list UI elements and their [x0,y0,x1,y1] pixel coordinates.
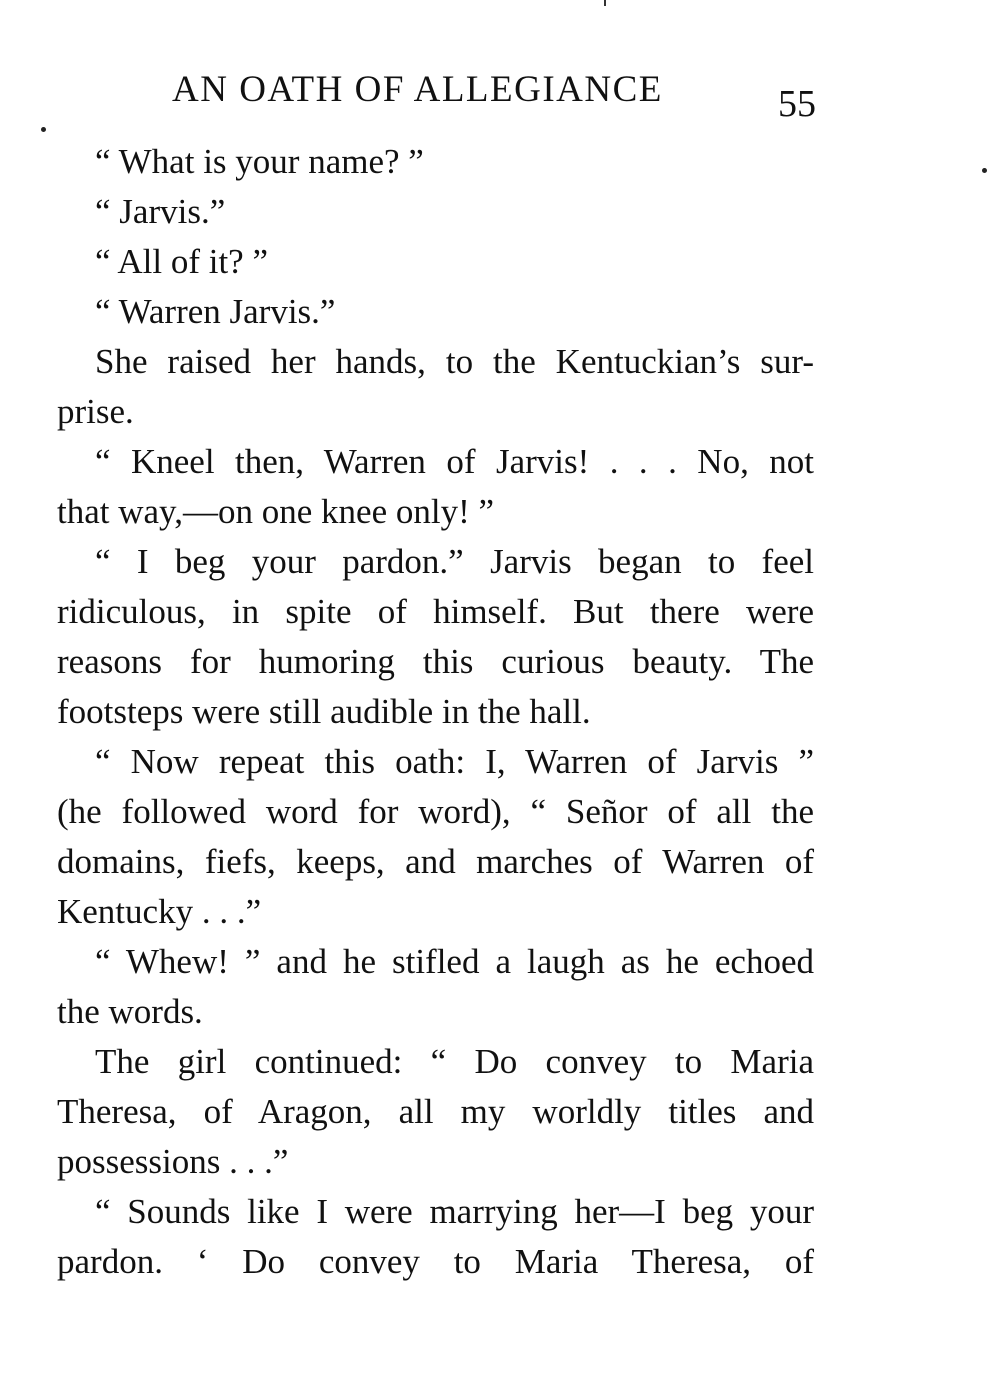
text-line: (he followed word for word), “ Señor of all the [57,792,814,831]
running-title: AN OATH OF ALLEGIANCE [172,69,663,110]
text-line: domains, fiefs, keeps, and marches of Warren of [57,842,814,881]
text-line: “ Whew! ” and he stifled a laugh as he echoed [95,942,814,981]
text-line: “ Jarvis.” [95,192,226,231]
text-line: “ Warren Jarvis.” [95,292,336,331]
text-line: “ Kneel then, Warren of Jarvis! . . . No, not [95,442,814,481]
text-line: “ Sounds like I were marrying her—I beg your [95,1192,814,1231]
text-line: She raised her hands, to the Kentuckian’s sur- [95,342,814,381]
text-line: “ All of it? ” [95,242,269,281]
text-line: Kentucky . . .” [57,892,262,931]
text-line: possessions . . .” [57,1142,289,1181]
scan-speck [982,168,987,173]
text-line: ridiculous, in spite of himself. But there were [57,592,814,631]
text-line: reasons for humoring this curious beauty. The [57,642,814,681]
text-line: Theresa, of Aragon, all my worldly titles and [57,1092,814,1131]
text-line: prise. [57,392,134,431]
text-line: “ I beg your pardon.” Jarvis began to feel [95,542,814,581]
text-line: The girl continued: “ Do convey to Maria [95,1042,814,1081]
text-line: “ Now repeat this oath: I, Warren of Jarvis ” [95,742,814,781]
text-line: that way,—on one knee only! ” [57,492,495,531]
page-number: 55 [778,83,816,125]
text-line: pardon. ‘ Do convey to Maria Theresa, of [57,1242,814,1281]
text-line: the words. [57,992,203,1031]
text-line: “ What is your name? ” [95,142,424,181]
text-line: footsteps were still audible in the hall. [57,692,591,731]
scan-mark [604,0,606,6]
scan-speck [41,127,46,132]
page-header [0,68,1000,125]
body-text [57,137,814,1287]
